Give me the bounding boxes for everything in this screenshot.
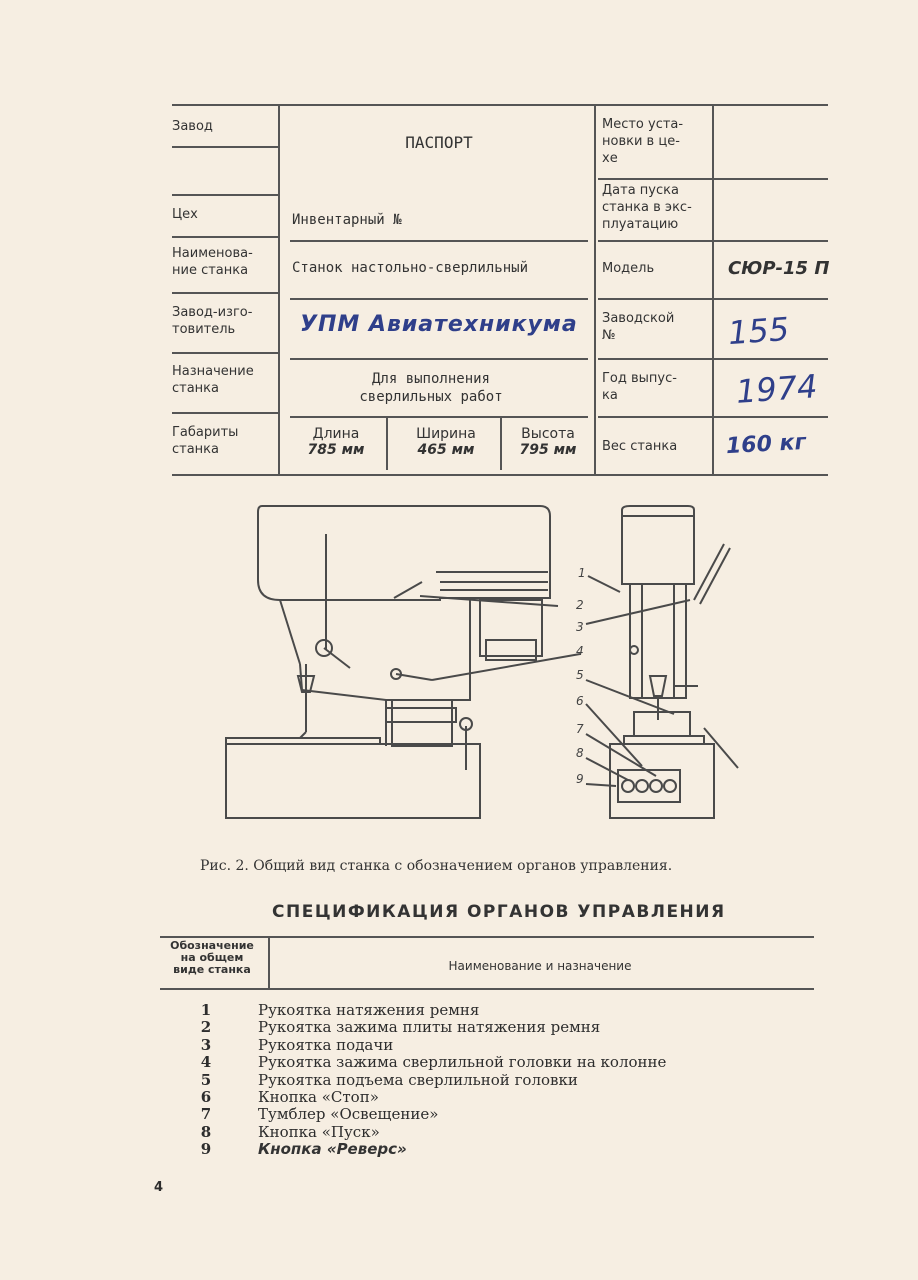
page-number: 4 (154, 1180, 164, 1195)
callout-4: 4 (576, 644, 584, 658)
label-dimensions: Габариты станка (172, 425, 239, 457)
length-value: 785 мм (307, 442, 365, 458)
spec-row-number: 2 (200, 1018, 212, 1037)
weight-value: 160 кг (725, 429, 807, 460)
callout-5: 5 (576, 668, 584, 682)
callout-1: 1 (578, 566, 586, 580)
machine-purpose: Для выполнения сверлильных работ (359, 371, 503, 405)
spec-row-number: 1 (200, 1001, 212, 1019)
spec-row-number: 4 (200, 1053, 212, 1072)
passport-title: ПАСПОРТ (405, 133, 473, 152)
machine-name: Станок настольно-сверлильный (292, 260, 529, 276)
spec-col-designation (160, 940, 264, 976)
height-value: 795 мм (519, 442, 577, 458)
manufacturer-handwritten: УПМ Авиатехникума (300, 312, 578, 337)
spec-row-text: Кнопка «Пуск» (258, 1122, 380, 1141)
drill-press-figure (210, 500, 750, 830)
length-label: Длина (312, 426, 360, 442)
label-weight: Вес станка (602, 439, 678, 454)
spec-row-number: 8 (200, 1122, 212, 1141)
spec-row-number: 5 (200, 1070, 212, 1089)
height-cell (508, 426, 588, 458)
width-cell (396, 426, 496, 458)
label-zavod: Завод (172, 119, 213, 134)
spec-title: СПЕЦИФИКАЦИЯ ОРГАНОВ УПРАВЛЕНИЯ (272, 902, 726, 922)
callout-8: 8 (576, 746, 584, 760)
label-tsekh: Цех (172, 207, 198, 222)
label-machine-name: Наименова- ние станка (172, 246, 253, 278)
length-cell (292, 426, 380, 458)
figure-caption: Рис. 2. Общий вид станка с обозначением органов управления. (200, 858, 673, 874)
callout-6: 6 (576, 694, 584, 708)
label-model: Модель (602, 261, 655, 276)
label-purpose: Назначение станка (172, 364, 254, 396)
spec-row-text: Рукоятка подъема сверлильной головки (258, 1070, 578, 1089)
spec-row-text: Рукоятка зажима сверлильной головки на колонне (258, 1053, 667, 1072)
spec-row-text: Кнопка «Стоп» (258, 1088, 379, 1106)
spec-col-name: Наименование и назначение (448, 959, 632, 973)
label-year: Год выпус- ка (602, 371, 677, 403)
spec-row-number: 3 (200, 1035, 212, 1054)
model-value: СЮР-15 П (728, 258, 830, 279)
spec-row-text: Кнопка «Реверс» (258, 1140, 407, 1159)
serial-value: 155 (726, 309, 791, 353)
label-manufacturer: Завод-изго- товитель (172, 305, 253, 337)
spec-row-number: 7 (200, 1105, 212, 1124)
callout-7: 7 (576, 722, 584, 736)
callout-9: 9 (576, 772, 584, 786)
label-start-date: Дата пуска станка в экс- плуатацию (602, 183, 692, 232)
spec-row-number: 9 (200, 1140, 212, 1159)
width-value: 465 мм (417, 442, 475, 458)
width-label: Ширина (416, 426, 476, 442)
spec-row-number: 6 (200, 1088, 212, 1106)
label-serial: Заводской № (602, 311, 675, 343)
spec-row-text: Рукоятка зажима плиты натяжения ремня (258, 1018, 601, 1037)
spec-row-text: Рукоятка натяжения ремня (258, 1001, 480, 1019)
label-install-location: Место уста- новки в це- хе (602, 117, 684, 166)
spec-col-designation-text: Обозначение на общем виде станка (170, 939, 254, 976)
callout-2: 2 (576, 598, 584, 612)
inventory-number: Инвентарный № (292, 212, 402, 228)
height-label: Высота (521, 426, 575, 442)
spec-row-text: Тумблер «Освещение» (258, 1105, 439, 1124)
callout-3: 3 (576, 620, 584, 634)
spec-row-text: Рукоятка подачи (258, 1035, 394, 1054)
year-value: 1974 (734, 367, 819, 411)
